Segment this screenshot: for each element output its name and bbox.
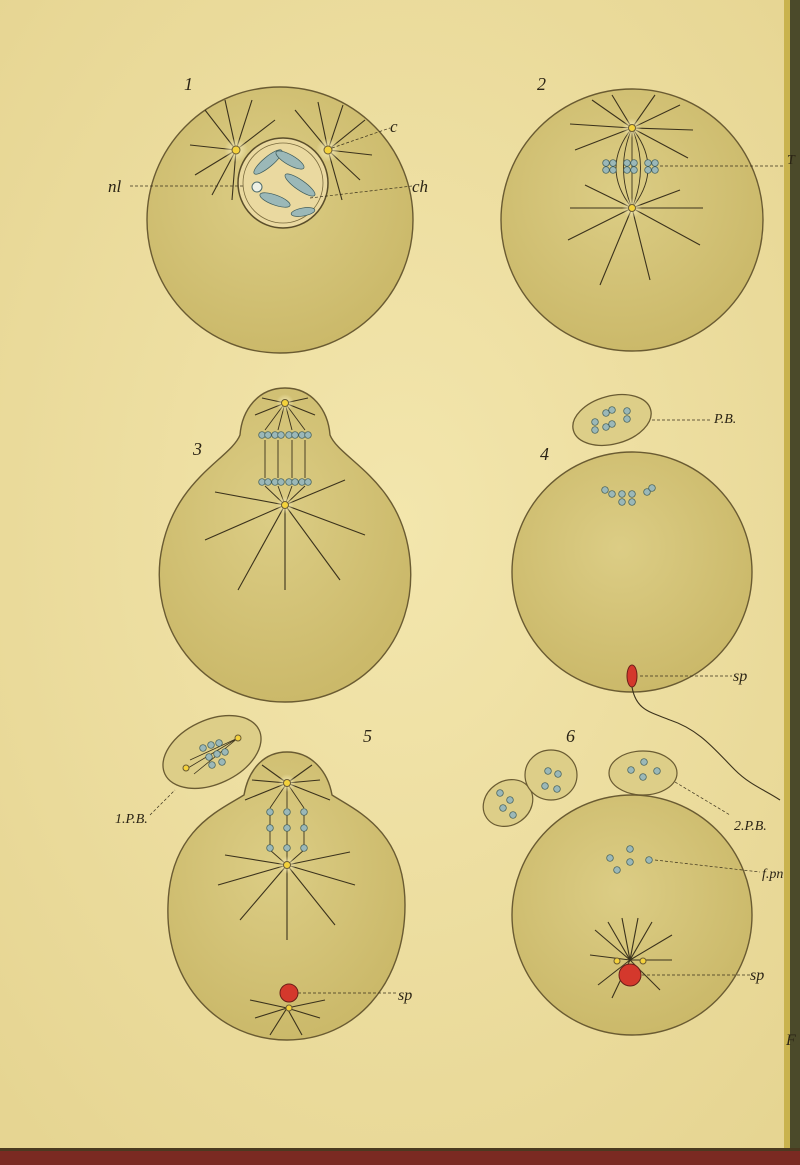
label-c: c xyxy=(390,117,398,136)
centrosome xyxy=(232,146,240,154)
edge-letter: F xyxy=(786,1032,796,1049)
label-2PB: 2.P.B. xyxy=(734,819,767,834)
centrosome xyxy=(324,146,332,154)
label-1PB: 1.P.B. xyxy=(115,812,148,827)
centrosome xyxy=(629,205,636,212)
sperm-head xyxy=(627,665,637,687)
cell-figure-6 xyxy=(512,795,752,1035)
sperm-nucleus xyxy=(280,984,298,1002)
label-ch: ch xyxy=(412,177,429,196)
label-sp: sp xyxy=(733,668,748,685)
figure-number: 2 xyxy=(537,74,546,94)
figure-number: 5 xyxy=(363,726,372,746)
cell-figure-4 xyxy=(512,452,752,692)
label-nl: nl xyxy=(108,177,122,196)
figure-number: 3 xyxy=(193,439,202,459)
centrosome xyxy=(284,862,291,869)
centrosome xyxy=(282,502,289,509)
label-fpn: f.pn xyxy=(762,867,784,882)
centrosome xyxy=(629,125,636,132)
sperm-nucleus xyxy=(619,964,641,986)
label-T: T xyxy=(787,153,795,168)
figure-number: 6 xyxy=(566,726,575,746)
polar-body xyxy=(525,750,577,800)
bottom-edge xyxy=(0,1150,800,1165)
label-PB: P.B. xyxy=(714,412,737,427)
label-sp: sp xyxy=(398,987,413,1004)
polar-body xyxy=(609,751,677,795)
centrosome xyxy=(282,400,289,407)
nucleolus xyxy=(252,182,262,192)
centrosome xyxy=(284,780,291,787)
figure-number: 4 xyxy=(540,444,549,464)
label-sp: sp xyxy=(750,967,765,984)
figure-number: 1 xyxy=(184,74,193,94)
